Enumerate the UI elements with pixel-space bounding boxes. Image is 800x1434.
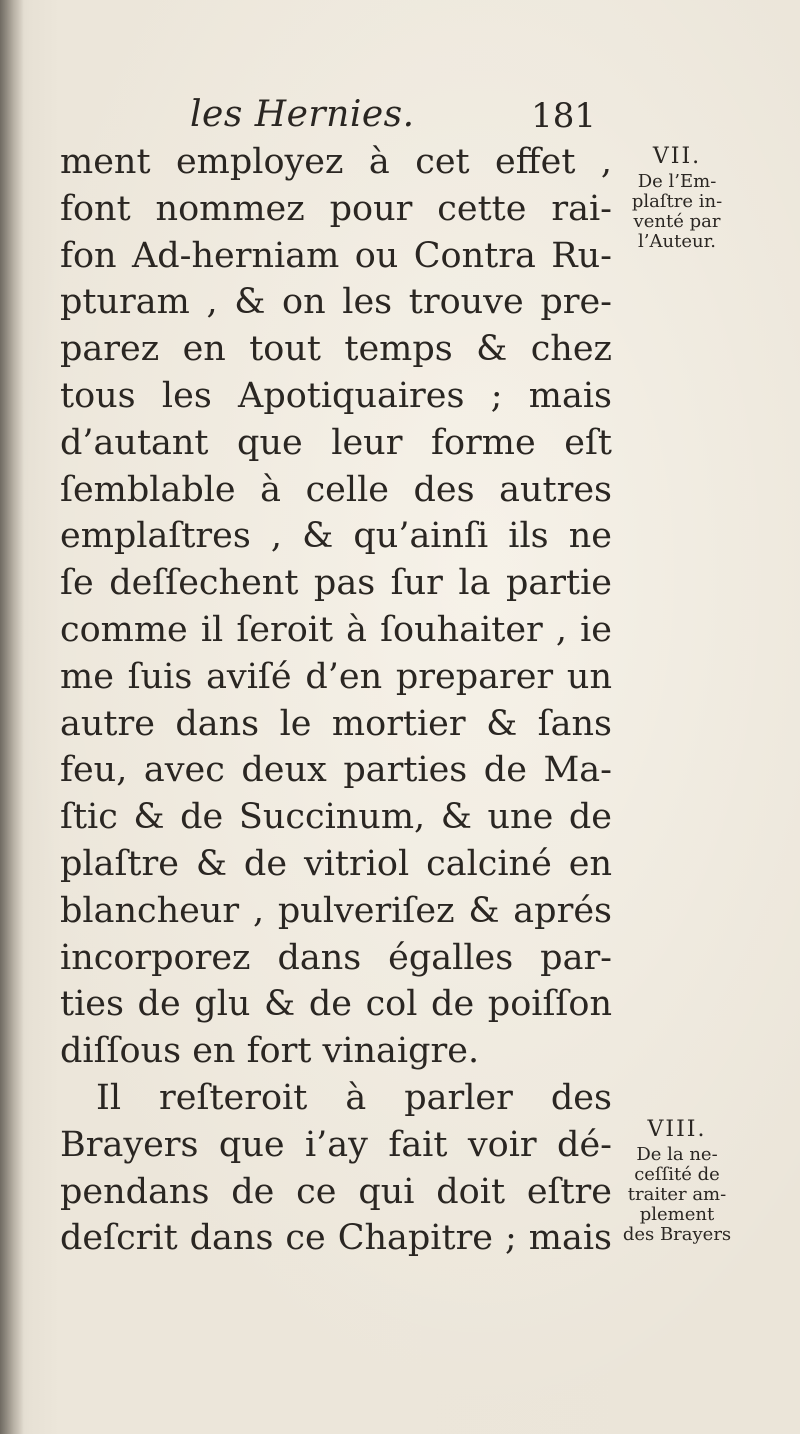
text-line: ment employez à cet effet , (60, 142, 612, 182)
margin-note-line: traiter am- (627, 1184, 727, 1205)
margin-note-line: De la ne- (636, 1144, 718, 1165)
margin-note-line: l’Auteur. (638, 231, 716, 252)
margin-note (618, 1115, 736, 1245)
margin-note-number: VII. (652, 144, 702, 169)
text-line: comme il ſeroit à ſouhaiter , ie (60, 609, 612, 650)
text-line: ties de glu & de col de poiſſon (60, 984, 612, 1025)
page-header (190, 94, 610, 138)
margin-note-line: ceſſité de (634, 1164, 720, 1185)
text-line: parez en tout temps & chez (60, 329, 612, 370)
text-line: feu, avec deux parties de Ma- (60, 750, 612, 791)
text-line: Il reſteroit à parler des (96, 1077, 612, 1118)
text-line: blancheur , pulveriſez & aprés (60, 890, 612, 931)
text-line: d’autant que leur forme eſt (60, 422, 612, 463)
text-line: pendans de ce qui doit eſtre (60, 1171, 612, 1212)
text-line: autre dans le mortier & ſans (60, 703, 612, 744)
text-line: font nommez pour cette rai- (60, 188, 612, 229)
text-line: ſtic & de Succinum, & une de (60, 797, 612, 838)
text-line: me ſuis aviſé d’en preparer un (60, 656, 612, 697)
margin-note-line: De l’Em- (637, 171, 717, 192)
text-line: emplaſtres , & qu’ainſi ils ne (60, 516, 612, 557)
book-gutter (0, 0, 24, 1434)
margin-note-line: des Brayers (622, 1224, 732, 1245)
margin-note-number: VIII. (647, 1117, 707, 1142)
margin-note (618, 142, 736, 252)
text-line: incorporez dans égalles par- (60, 937, 612, 978)
running-title: les Hernies. (190, 94, 415, 135)
text-line: plaſtre & de vitriol calciné en (60, 843, 612, 884)
text-line: pturam , & on les trouve pre- (60, 282, 612, 323)
margin-note-line: plaſtre in- (631, 191, 723, 212)
text-line: diſſous en fort vinaigre. (60, 1031, 480, 1072)
text-line: fon Ad-herniam ou Contra Ru- (60, 235, 612, 276)
text-line: ſemblable à celle des autres (60, 469, 612, 510)
text-line: tous les Apotiquaires ; mais (60, 375, 612, 416)
body-text (60, 139, 612, 1262)
text-line: deſcrit dans ce Chapitre ; mais (60, 1218, 612, 1259)
page-number: 181 (531, 96, 596, 136)
text-line: ſe deſſechent pas ſur la partie (60, 563, 612, 604)
margin-note-line: venté par (633, 211, 721, 232)
margin-note-line: plement (639, 1204, 715, 1225)
text-line: Brayers que i’ay fait voir dé- (60, 1124, 612, 1165)
